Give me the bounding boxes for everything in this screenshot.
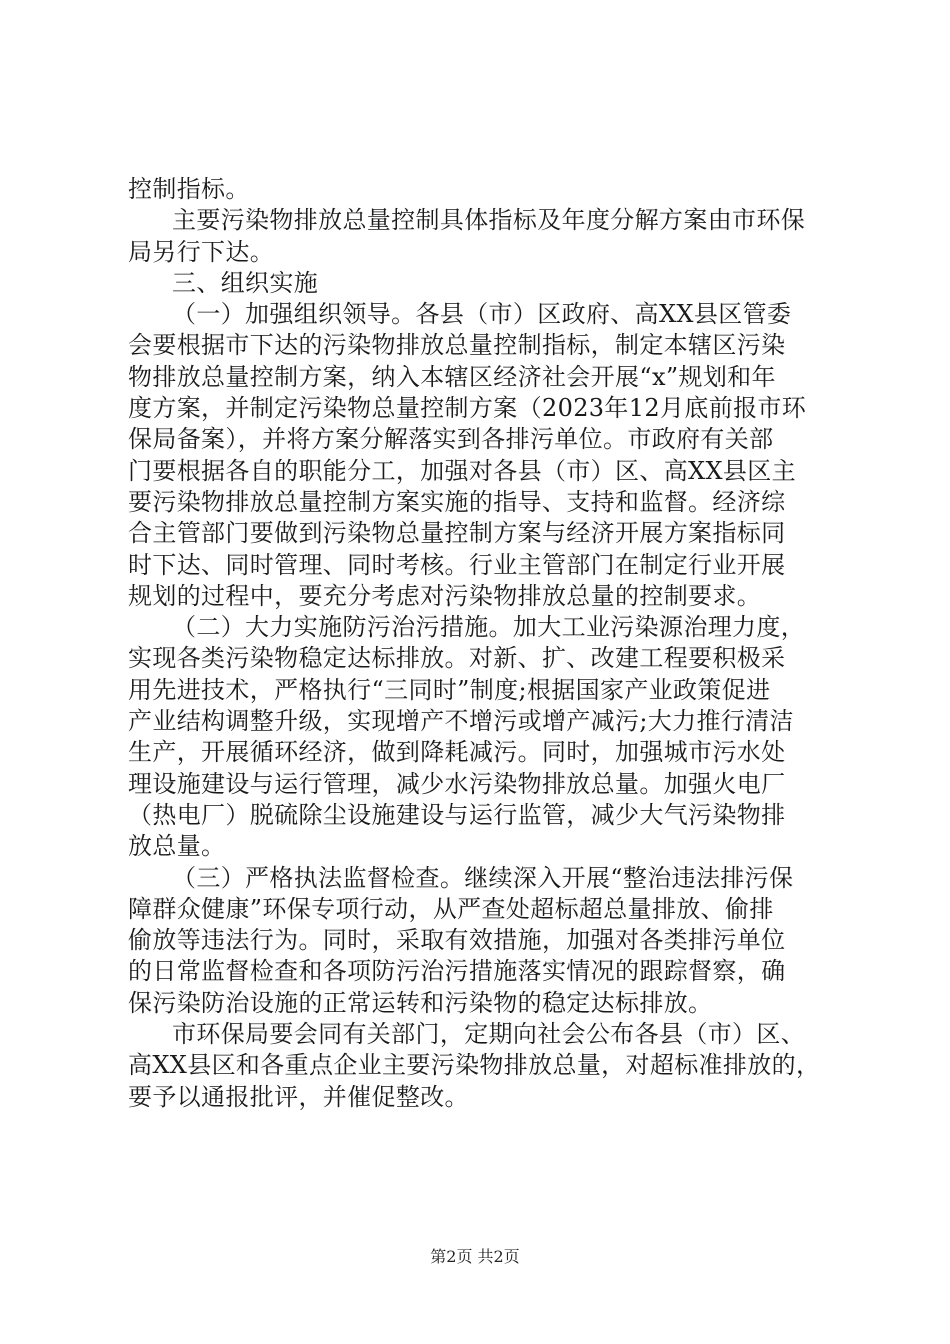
text-line: 偷放等违法行为。同时，采取有效措施，加强对各类排污单位: [128, 926, 786, 955]
paragraph-start-line: 市环保局要会同有关部门，定期向社会公布各县（市）区、: [172, 1020, 806, 1049]
text-line: 时下达、同时管理、同时考核。行业主管部门在制定行业开展: [128, 550, 786, 579]
text-line: 要污染物排放总量控制方案实施的指导、支持和监督。经济综: [128, 487, 786, 516]
text-line: 会要根据市下达的污染物排放总量控制指标，制定本辖区污染: [128, 331, 786, 360]
text-line: 保局备案），并将方案分解落实到各排污单位。市政府有关部: [128, 425, 774, 454]
text-line: （热电厂）脱硫除尘设施建设与运行监管，减少大气污染物排: [128, 800, 786, 829]
text-line: 产业结构调整升级，实现增产不增污或增产减污;大力推行清洁: [128, 707, 794, 736]
text-line: 规划的过程中，要充分考虑对污染物排放总量的控制要求。: [128, 581, 762, 610]
text-line: 保污染防治设施的正常运转和污染物的稳定达标排放。: [128, 988, 713, 1017]
text-line: 的日常监督检查和各项防污治污措施落实情况的跟踪督察，确: [128, 957, 786, 986]
text-line: 度方案，并制定污染物总量控制方案（2023年12月底前报市环: [128, 394, 807, 423]
section-heading: 三、组织实施: [172, 268, 319, 297]
text-line: 实现各类污染物稳定达标排放。对新、扩、改建工程要积极采: [128, 644, 786, 673]
text-line: 门要根据各自的职能分工，加强对各县（市）区、高XX县区主: [128, 456, 796, 485]
text-line: 合主管部门要做到污染物总量控制方案与经济开展方案指标同: [128, 519, 786, 548]
document-body: [128, 174, 840, 1113]
paragraph-start-line: （二）大力实施防污治污措施。加大工业污染源治理力度，: [172, 613, 806, 642]
text-line: 障群众健康”环保专项行动，从严查处超标超总量排放、偷排: [128, 894, 774, 923]
text-line: 生产，开展循环经济，做到降耗减污。同时，加强城市污水处: [128, 738, 786, 767]
text-line: 物排放总量控制方案，纳入本辖区经济社会开展“x”规划和年: [128, 362, 776, 391]
paragraph-start-line: 主要污染物排放总量控制具体指标及年度分解方案由市环保: [172, 206, 806, 235]
text-line: 理设施建设与运行管理，减少水污染物排放总量。加强火电厂: [128, 769, 786, 798]
text-line: 局另行下达。: [128, 237, 275, 266]
text-line: 要予以通报批评，并催促整改。: [128, 1082, 469, 1111]
page-number-footer: 第2页 共2页: [430, 1247, 520, 1266]
text-line: 控制指标。: [128, 175, 250, 203]
text-line: 高XX县区和各重点企业主要污染物排放总量，对超标准排放的，: [128, 1051, 821, 1080]
text-line: 放总量。: [128, 832, 226, 861]
paragraph-start-line: （一）加强组织领导。各县（市）区政府、高XX县区管委: [172, 300, 792, 329]
paragraph-start-line: （三）严格执法监督检查。继续深入开展“整治违法排污保: [172, 863, 794, 892]
text-line: 用先进技术，严格执行“三同时”制度;根据国家产业政策促进: [128, 675, 771, 704]
